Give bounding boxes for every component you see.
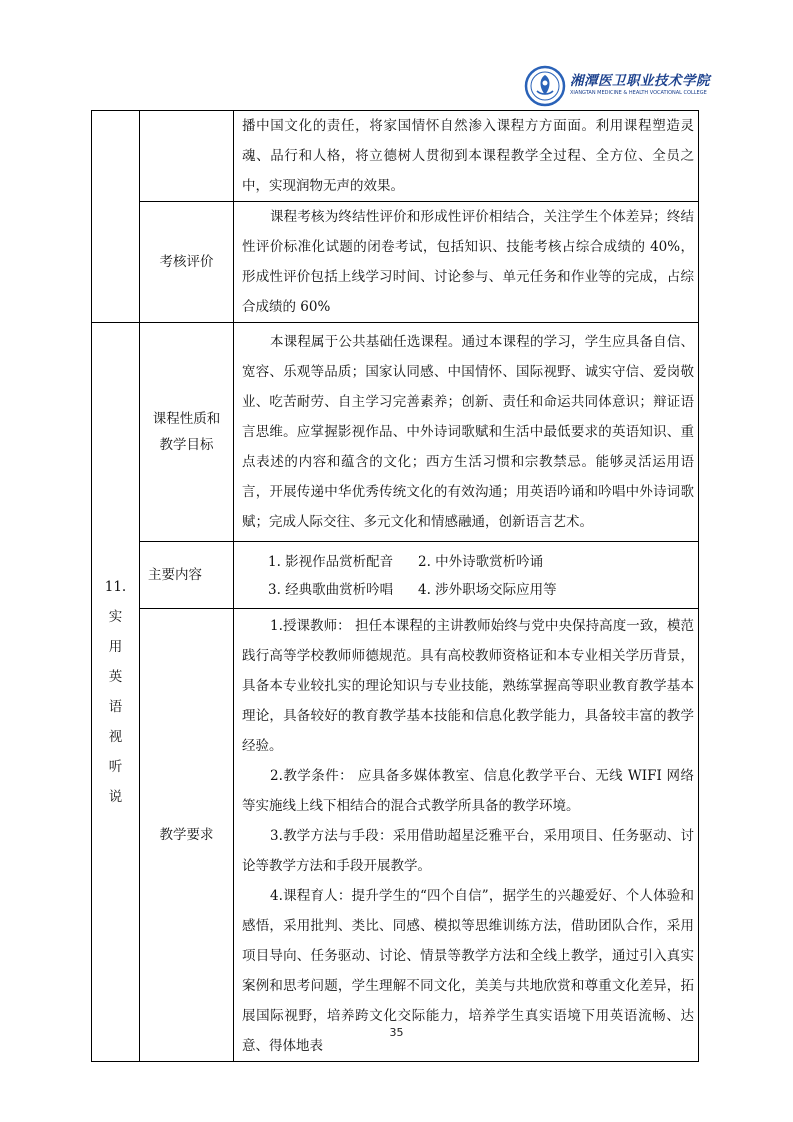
course-name-char: 说 — [108, 789, 123, 805]
previous-course-number-cell — [92, 111, 140, 323]
table-row — [92, 542, 699, 609]
course-name-char: 语 — [108, 699, 123, 715]
content-items — [234, 542, 698, 604]
culture-paragraph: 播中国文化的责任，将家国情怀自然渗入课程方方面面。利用课程塑造灵魂、品行和人格，将立德树人贯彻到本课程教学全过程、全方位、全员之中，实现润物无声的效果。 — [242, 118, 694, 194]
course-number-cell — [92, 323, 140, 1062]
conditions-paragraph: 2.教学条件： 应具备多媒体教室、信息化教学平台、无线 WIFI 网络等实施线上线下相结合的混合式教学所具备的教学环境。 — [242, 768, 694, 814]
teacher-paragraph: 1.授课教师： 担任本课程的主讲教师始终与党中央保持高度一致，模范践行高等学校教师师德规范。具有高校教师资格证和本专业相关学历背景，具备本专业较扎实的理论知识与专业技能，熟练掌握高等职业教育教学基本理论，具备较好的教育教学基本技能和信息化教学能力，具备较丰富的教学经验。 — [242, 618, 694, 754]
college-logo — [524, 63, 736, 109]
course-number: 11. — [104, 579, 127, 595]
content-cell — [234, 202, 699, 323]
content-cell — [234, 542, 699, 609]
course-name-char: 用 — [108, 639, 123, 655]
college-name-cn: 湘潭医卫职业技术学院 — [570, 73, 710, 89]
table-row — [92, 111, 699, 202]
content-cell — [234, 111, 699, 202]
content-cell — [234, 609, 699, 1062]
main-content-label: 主要内容 — [140, 542, 234, 609]
course-name-char: 视 — [108, 729, 123, 745]
list-item: 2. 中外诗歌赏析吟诵 — [418, 554, 544, 570]
nature-goals-label — [140, 323, 234, 542]
goals-label-line: 教学目标 — [159, 437, 214, 453]
list-item: 3. 经典歌曲赏析吟唱 — [268, 582, 394, 598]
course-table — [91, 110, 699, 1062]
nature-label-line: 课程性质和 — [152, 411, 221, 427]
table-row — [92, 609, 699, 1062]
assessment-label: 考核评价 — [140, 202, 234, 323]
list-item: 1. 影视作品赏析配音 — [268, 554, 394, 570]
education-paragraph: 4.课程育人：提升学生的“四个自信”，据学生的兴趣爱好、个人体验和感悟，采用批判、类比、同感、模拟等思维训练方法，借助团队合作，采用项目导向、任务驱动、讨论、情景等教学方法和全线上教学，通过引入真实案例和思考问题，学生理解不同文化，美美与共地欣赏和尊重文化差异，拓展国际视野，培养跨文化交际能力，培养学生真实语境下用英语流畅、达意、得体地表 — [242, 888, 694, 1054]
table-row — [92, 323, 699, 542]
page-number: 35 — [389, 1026, 404, 1039]
teaching-requirements-label: 教学要求 — [140, 609, 234, 1062]
table-row — [92, 202, 699, 323]
list-item: 4. 涉外职场交际应用等 — [418, 582, 557, 598]
course-name-char: 实 — [108, 609, 123, 625]
course-name-char: 英 — [108, 669, 123, 685]
methods-paragraph: 3.教学方法与手段：采用借助超星泛雅平台，采用项目、任务驱动、讨论等教学方法和手段开展教学。 — [242, 828, 694, 874]
nature-paragraph: 本课程属于公共基础任选课程。通过本课程的学习，学生应具备自信、宽容、乐观等品质；国家认同感、中国情怀、国际视野、诚实守信、爱岗敬业、吃苦耐劳、自主学习完善素养；创新、责任和命运共同体意识；辩证语言思维。应掌握影视作品、中外诗词歌赋和生活中最低要求的英语知识、重点表述的内容和蕴含的文化；西方生活习惯和宗教禁忌。能够灵活运用语言，开展传递中华优秀传统文化的有效沟通；用英语吟诵和吟唱中外诗词歌赋；完成人际交往、多元文化和情感融通，创新语言艺术。 — [242, 334, 694, 530]
college-emblem-icon — [524, 65, 566, 107]
course-name-char: 听 — [108, 759, 123, 775]
label-cell-empty — [140, 111, 234, 202]
content-cell — [234, 323, 699, 542]
college-name-en: XIANGTAN MEDICINE & HEALTH VOCATIONAL COLLEGE — [570, 90, 707, 96]
assessment-paragraph: 课程考核为终结性评价和形成性评价相结合，关注学生个体差异；终结性评价标准化试题的闭卷考试，包括知识、技能考核占综合成绩的 40%，形成性评价包括上线学习时间、讨论参与、单元任务和作业等的完成，占综合成绩的 60% — [242, 209, 694, 315]
